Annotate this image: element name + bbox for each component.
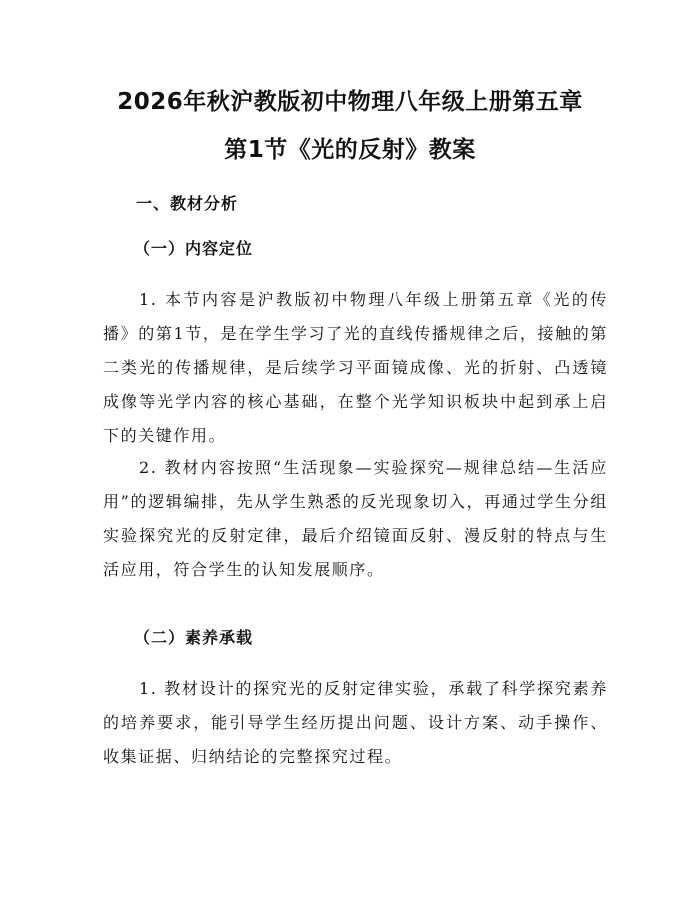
paragraph-content-positioning-2: 2. 教材内容按照“生活现象—实验探究—规律总结—生活应用”的逻辑编排，先从学生熟悉的反光现象切入，再通过学生分组实验探究光的反射定律，最后介绍镜面反射、漫反射的特点与生活应用，符合学生的认知发展顺序。 bbox=[103, 458, 608, 579]
document-title-line-1: 2026年秋沪教版初中物理八年级上册第五章 bbox=[117, 89, 583, 115]
document-title-line-2: 第1节《光的反射》教案 bbox=[224, 137, 476, 163]
paragraph-literacy-bearing-1: 1. 教材设计的探究光的反射定律实验，承载了科学探究素养的培养要求，能引导学生经历提出问题、设计方案、动手操作、收集证据、归纳结论的完整探究过程。 bbox=[103, 679, 608, 766]
section-heading-textbook-analysis: 一、教材分析 bbox=[136, 194, 239, 213]
subsection-heading-content-positioning: （一）内容定位 bbox=[134, 239, 254, 258]
subsection-heading-literacy-bearing: （二）素养承载 bbox=[134, 628, 254, 647]
paragraph-content-positioning-1: 1. 本节内容是沪教版初中物理八年级上册第五章《光的传播》的第1节，是在学生学习了光的直线传播规律之后，接触的第二类光的传播规律，是后续学习平面镜成像、光的折射、凸透镜成像等光学内容的核心基础，在整个光学知识板块中起到承上启下的关键作用。 bbox=[103, 290, 608, 445]
